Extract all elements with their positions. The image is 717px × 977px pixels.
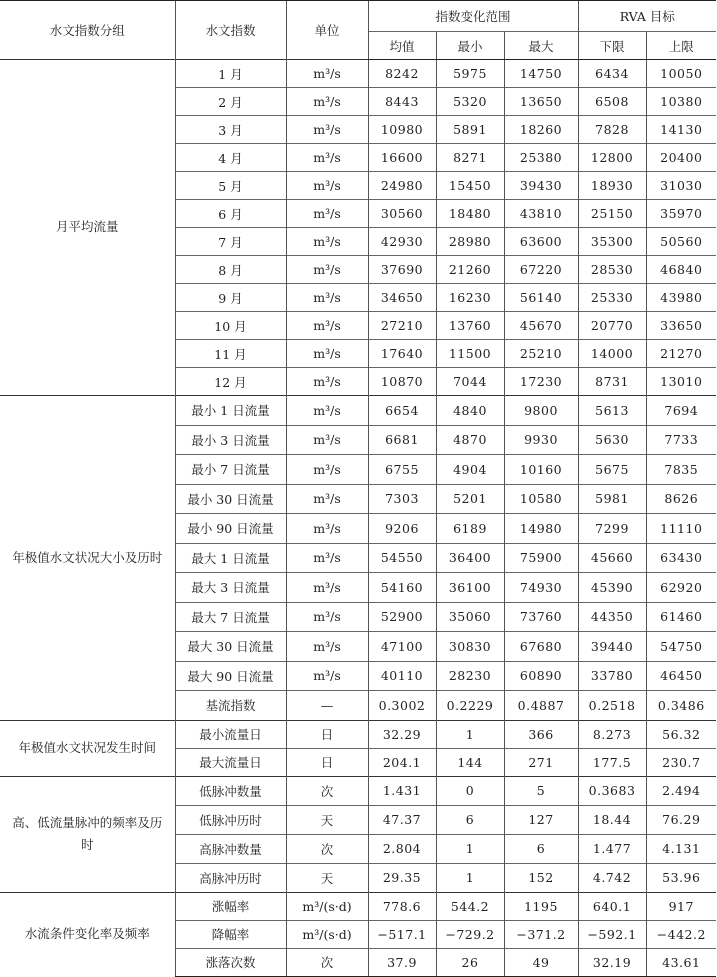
max-cell: 60890	[504, 661, 578, 691]
lower-cell: 12800	[578, 144, 646, 172]
mean-cell: 9206	[368, 514, 436, 544]
mean-cell: 778.6	[368, 892, 436, 920]
unit-cell: —	[286, 691, 368, 721]
mean-cell: 24980	[368, 172, 436, 200]
upper-cell: 54750	[646, 632, 716, 662]
header-mean: 均值	[368, 32, 436, 60]
index-cell: 最小 7 日流量	[175, 455, 286, 485]
lower-cell: 5613	[578, 396, 646, 426]
mean-cell: 40110	[368, 661, 436, 691]
max-cell: 73760	[504, 602, 578, 632]
mean-cell: 16600	[368, 144, 436, 172]
group-label: 年极值水文状况大小及历时	[0, 396, 175, 721]
index-cell: 最大 1 日流量	[175, 543, 286, 573]
unit-cell: m³/s	[286, 632, 368, 662]
max-cell: 5	[504, 776, 578, 805]
index-cell: 涨幅率	[175, 892, 286, 920]
index-cell: 3 月	[175, 116, 286, 144]
lower-cell: 5630	[578, 425, 646, 455]
lower-cell: 35300	[578, 228, 646, 256]
min-cell: 1	[436, 863, 504, 892]
min-cell: 8271	[436, 144, 504, 172]
unit-cell: m³/s	[286, 116, 368, 144]
mean-cell: −517.1	[368, 920, 436, 948]
max-cell: 13650	[504, 88, 578, 116]
index-cell: 4 月	[175, 144, 286, 172]
lower-cell: 18930	[578, 172, 646, 200]
min-cell: 7044	[436, 368, 504, 396]
unit-cell: m³/s	[286, 661, 368, 691]
max-cell: 0.4887	[504, 691, 578, 721]
header-min: 最小	[436, 32, 504, 60]
max-cell: 10580	[504, 484, 578, 514]
max-cell: 152	[504, 863, 578, 892]
index-cell: 最大流量日	[175, 748, 286, 776]
upper-cell: 53.96	[646, 863, 716, 892]
mean-cell: 8443	[368, 88, 436, 116]
lower-cell: −592.1	[578, 920, 646, 948]
upper-cell: 50560	[646, 228, 716, 256]
index-cell: 1 月	[175, 60, 286, 88]
unit-cell: m³/s	[286, 200, 368, 228]
max-cell: 127	[504, 805, 578, 834]
lower-cell: 25150	[578, 200, 646, 228]
index-cell: 最小 3 日流量	[175, 425, 286, 455]
min-cell: 1	[436, 834, 504, 863]
mean-cell: 0.3002	[368, 691, 436, 721]
unit-cell: m³/s	[286, 425, 368, 455]
index-cell: 最大 30 日流量	[175, 632, 286, 662]
unit-cell: m³/(s·d)	[286, 920, 368, 948]
unit-cell: m³/s	[286, 312, 368, 340]
mean-cell: 37690	[368, 256, 436, 284]
group-label: 月平均流量	[0, 60, 175, 396]
header-group: 水文指数分组	[0, 1, 175, 60]
min-cell: 0.2229	[436, 691, 504, 721]
table-row	[0, 892, 716, 920]
min-cell: 144	[436, 748, 504, 776]
upper-cell: 46450	[646, 661, 716, 691]
mean-cell: 7303	[368, 484, 436, 514]
lower-cell: 25330	[578, 284, 646, 312]
max-cell: 74930	[504, 573, 578, 603]
max-cell: 49	[504, 948, 578, 976]
index-cell: 8 月	[175, 256, 286, 284]
min-cell: 6	[436, 805, 504, 834]
group-label: 水流条件变化率及频率	[0, 892, 175, 976]
mean-cell: 30560	[368, 200, 436, 228]
max-cell: 9930	[504, 425, 578, 455]
index-cell: 高脉冲历时	[175, 863, 286, 892]
min-cell: 30830	[436, 632, 504, 662]
max-cell: 45670	[504, 312, 578, 340]
table-row	[0, 60, 716, 88]
lower-cell: 39440	[578, 632, 646, 662]
lower-cell: 6434	[578, 60, 646, 88]
lower-cell: 1.477	[578, 834, 646, 863]
mean-cell: 6654	[368, 396, 436, 426]
header-unit: 单位	[286, 1, 368, 60]
upper-cell: 46840	[646, 256, 716, 284]
index-cell: 高脉冲数量	[175, 834, 286, 863]
unit-cell: m³/s	[286, 396, 368, 426]
upper-cell: 63430	[646, 543, 716, 573]
index-cell: 基流指数	[175, 691, 286, 721]
upper-cell: 8626	[646, 484, 716, 514]
min-cell: 36400	[436, 543, 504, 573]
unit-cell: 日	[286, 748, 368, 776]
max-cell: 1195	[504, 892, 578, 920]
unit-cell: m³/s	[286, 284, 368, 312]
upper-cell: 10050	[646, 60, 716, 88]
lower-cell: 28530	[578, 256, 646, 284]
upper-cell: 14130	[646, 116, 716, 144]
lower-cell: 0.3683	[578, 776, 646, 805]
index-cell: 11 月	[175, 340, 286, 368]
min-cell: 18480	[436, 200, 504, 228]
max-cell: 14750	[504, 60, 578, 88]
lower-cell: 5981	[578, 484, 646, 514]
max-cell: 17230	[504, 368, 578, 396]
index-cell: 7 月	[175, 228, 286, 256]
min-cell: 21260	[436, 256, 504, 284]
lower-cell: 14000	[578, 340, 646, 368]
unit-cell: m³/s	[286, 88, 368, 116]
group-label: 高、低流量脉冲的频率及历时	[0, 776, 175, 892]
unit-cell: 次	[286, 948, 368, 976]
min-cell: 5320	[436, 88, 504, 116]
lower-cell: 640.1	[578, 892, 646, 920]
index-cell: 最大 90 日流量	[175, 661, 286, 691]
unit-cell: m³/s	[286, 256, 368, 284]
upper-cell: 10380	[646, 88, 716, 116]
table-row	[0, 720, 716, 748]
index-cell: 最小 1 日流量	[175, 396, 286, 426]
unit-cell: 日	[286, 720, 368, 748]
upper-cell: −442.2	[646, 920, 716, 948]
index-cell: 低脉冲数量	[175, 776, 286, 805]
mean-cell: 47.37	[368, 805, 436, 834]
lower-cell: 45390	[578, 573, 646, 603]
min-cell: 5201	[436, 484, 504, 514]
mean-cell: 52900	[368, 602, 436, 632]
max-cell: 25210	[504, 340, 578, 368]
min-cell: 4870	[436, 425, 504, 455]
unit-cell: 次	[286, 834, 368, 863]
index-cell: 最大 7 日流量	[175, 602, 286, 632]
mean-cell: 37.9	[368, 948, 436, 976]
index-cell: 最大 3 日流量	[175, 573, 286, 603]
unit-cell: m³/s	[286, 455, 368, 485]
mean-cell: 6681	[368, 425, 436, 455]
index-cell: 降幅率	[175, 920, 286, 948]
unit-cell: m³/s	[286, 573, 368, 603]
min-cell: 5891	[436, 116, 504, 144]
max-cell: 10160	[504, 455, 578, 485]
max-cell: 9800	[504, 396, 578, 426]
max-cell: 75900	[504, 543, 578, 573]
upper-cell: 2.494	[646, 776, 716, 805]
unit-cell: 次	[286, 776, 368, 805]
table-row	[0, 776, 716, 805]
index-cell: 低脉冲历时	[175, 805, 286, 834]
upper-cell: 7733	[646, 425, 716, 455]
lower-cell: 8731	[578, 368, 646, 396]
index-cell: 2 月	[175, 88, 286, 116]
max-cell: 18260	[504, 116, 578, 144]
mean-cell: 42930	[368, 228, 436, 256]
mean-cell: 32.29	[368, 720, 436, 748]
max-cell: 366	[504, 720, 578, 748]
unit-cell: m³/s	[286, 60, 368, 88]
header-rva: RVA 目标	[578, 1, 716, 32]
upper-cell: 62920	[646, 573, 716, 603]
min-cell: 0	[436, 776, 504, 805]
header-lower: 下限	[578, 32, 646, 60]
mean-cell: 29.35	[368, 863, 436, 892]
max-cell: 43810	[504, 200, 578, 228]
lower-cell: 32.19	[578, 948, 646, 976]
min-cell: 544.2	[436, 892, 504, 920]
max-cell: 39430	[504, 172, 578, 200]
upper-cell: 56.32	[646, 720, 716, 748]
upper-cell: 76.29	[646, 805, 716, 834]
index-cell: 5 月	[175, 172, 286, 200]
table-row	[0, 396, 716, 426]
min-cell: 5975	[436, 60, 504, 88]
mean-cell: 10870	[368, 368, 436, 396]
upper-cell: 4.131	[646, 834, 716, 863]
max-cell: 67220	[504, 256, 578, 284]
mean-cell: 1.431	[368, 776, 436, 805]
min-cell: 4840	[436, 396, 504, 426]
upper-cell: 7694	[646, 396, 716, 426]
header-index: 水文指数	[175, 1, 286, 60]
upper-cell: 21270	[646, 340, 716, 368]
index-cell: 最小流量日	[175, 720, 286, 748]
upper-cell: 43.61	[646, 948, 716, 976]
mean-cell: 6755	[368, 455, 436, 485]
mean-cell: 17640	[368, 340, 436, 368]
lower-cell: 4.742	[578, 863, 646, 892]
index-cell: 涨落次数	[175, 948, 286, 976]
header-upper: 上限	[646, 32, 716, 60]
unit-cell: m³/s	[286, 602, 368, 632]
upper-cell: 20400	[646, 144, 716, 172]
unit-cell: 天	[286, 805, 368, 834]
unit-cell: m³/s	[286, 514, 368, 544]
upper-cell: 35970	[646, 200, 716, 228]
mean-cell: 27210	[368, 312, 436, 340]
mean-cell: 2.804	[368, 834, 436, 863]
upper-cell: 31030	[646, 172, 716, 200]
min-cell: 6189	[436, 514, 504, 544]
min-cell: 35060	[436, 602, 504, 632]
lower-cell: 6508	[578, 88, 646, 116]
min-cell: −729.2	[436, 920, 504, 948]
min-cell: 16230	[436, 284, 504, 312]
unit-cell: m³/s	[286, 484, 368, 514]
min-cell: 36100	[436, 573, 504, 603]
min-cell: 15450	[436, 172, 504, 200]
index-cell: 12 月	[175, 368, 286, 396]
mean-cell: 47100	[368, 632, 436, 662]
unit-cell: 天	[286, 863, 368, 892]
header-max: 最大	[504, 32, 578, 60]
unit-cell: m³/s	[286, 144, 368, 172]
min-cell: 26	[436, 948, 504, 976]
max-cell: 14980	[504, 514, 578, 544]
upper-cell: 33650	[646, 312, 716, 340]
lower-cell: 45660	[578, 543, 646, 573]
min-cell: 11500	[436, 340, 504, 368]
upper-cell: 11110	[646, 514, 716, 544]
max-cell: 56140	[504, 284, 578, 312]
upper-cell: 917	[646, 892, 716, 920]
max-cell: 271	[504, 748, 578, 776]
max-cell: −371.2	[504, 920, 578, 948]
upper-cell: 13010	[646, 368, 716, 396]
table-body	[0, 60, 716, 977]
lower-cell: 44350	[578, 602, 646, 632]
lower-cell: 0.2518	[578, 691, 646, 721]
mean-cell: 8242	[368, 60, 436, 88]
index-cell: 最小 30 日流量	[175, 484, 286, 514]
min-cell: 4904	[436, 455, 504, 485]
lower-cell: 5675	[578, 455, 646, 485]
index-cell: 最小 90 日流量	[175, 514, 286, 544]
min-cell: 13760	[436, 312, 504, 340]
upper-cell: 43980	[646, 284, 716, 312]
max-cell: 25380	[504, 144, 578, 172]
index-cell: 10 月	[175, 312, 286, 340]
index-cell: 6 月	[175, 200, 286, 228]
mean-cell: 54160	[368, 573, 436, 603]
upper-cell: 61460	[646, 602, 716, 632]
index-cell: 9 月	[175, 284, 286, 312]
max-cell: 67680	[504, 632, 578, 662]
unit-cell: m³/s	[286, 368, 368, 396]
min-cell: 1	[436, 720, 504, 748]
unit-cell: m³/s	[286, 340, 368, 368]
min-cell: 28230	[436, 661, 504, 691]
unit-cell: m³/(s·d)	[286, 892, 368, 920]
max-cell: 63600	[504, 228, 578, 256]
lower-cell: 7828	[578, 116, 646, 144]
max-cell: 6	[504, 834, 578, 863]
lower-cell: 7299	[578, 514, 646, 544]
unit-cell: m³/s	[286, 172, 368, 200]
lower-cell: 20770	[578, 312, 646, 340]
upper-cell: 230.7	[646, 748, 716, 776]
group-label: 年极值水文状况发生时间	[0, 720, 175, 776]
mean-cell: 34650	[368, 284, 436, 312]
lower-cell: 177.5	[578, 748, 646, 776]
unit-cell: m³/s	[286, 543, 368, 573]
upper-cell: 7835	[646, 455, 716, 485]
unit-cell: m³/s	[286, 228, 368, 256]
upper-cell: 0.3486	[646, 691, 716, 721]
mean-cell: 54550	[368, 543, 436, 573]
mean-cell: 10980	[368, 116, 436, 144]
header-range: 指数变化范围	[368, 1, 578, 32]
min-cell: 28980	[436, 228, 504, 256]
mean-cell: 204.1	[368, 748, 436, 776]
lower-cell: 33780	[578, 661, 646, 691]
lower-cell: 8.273	[578, 720, 646, 748]
lower-cell: 18.44	[578, 805, 646, 834]
